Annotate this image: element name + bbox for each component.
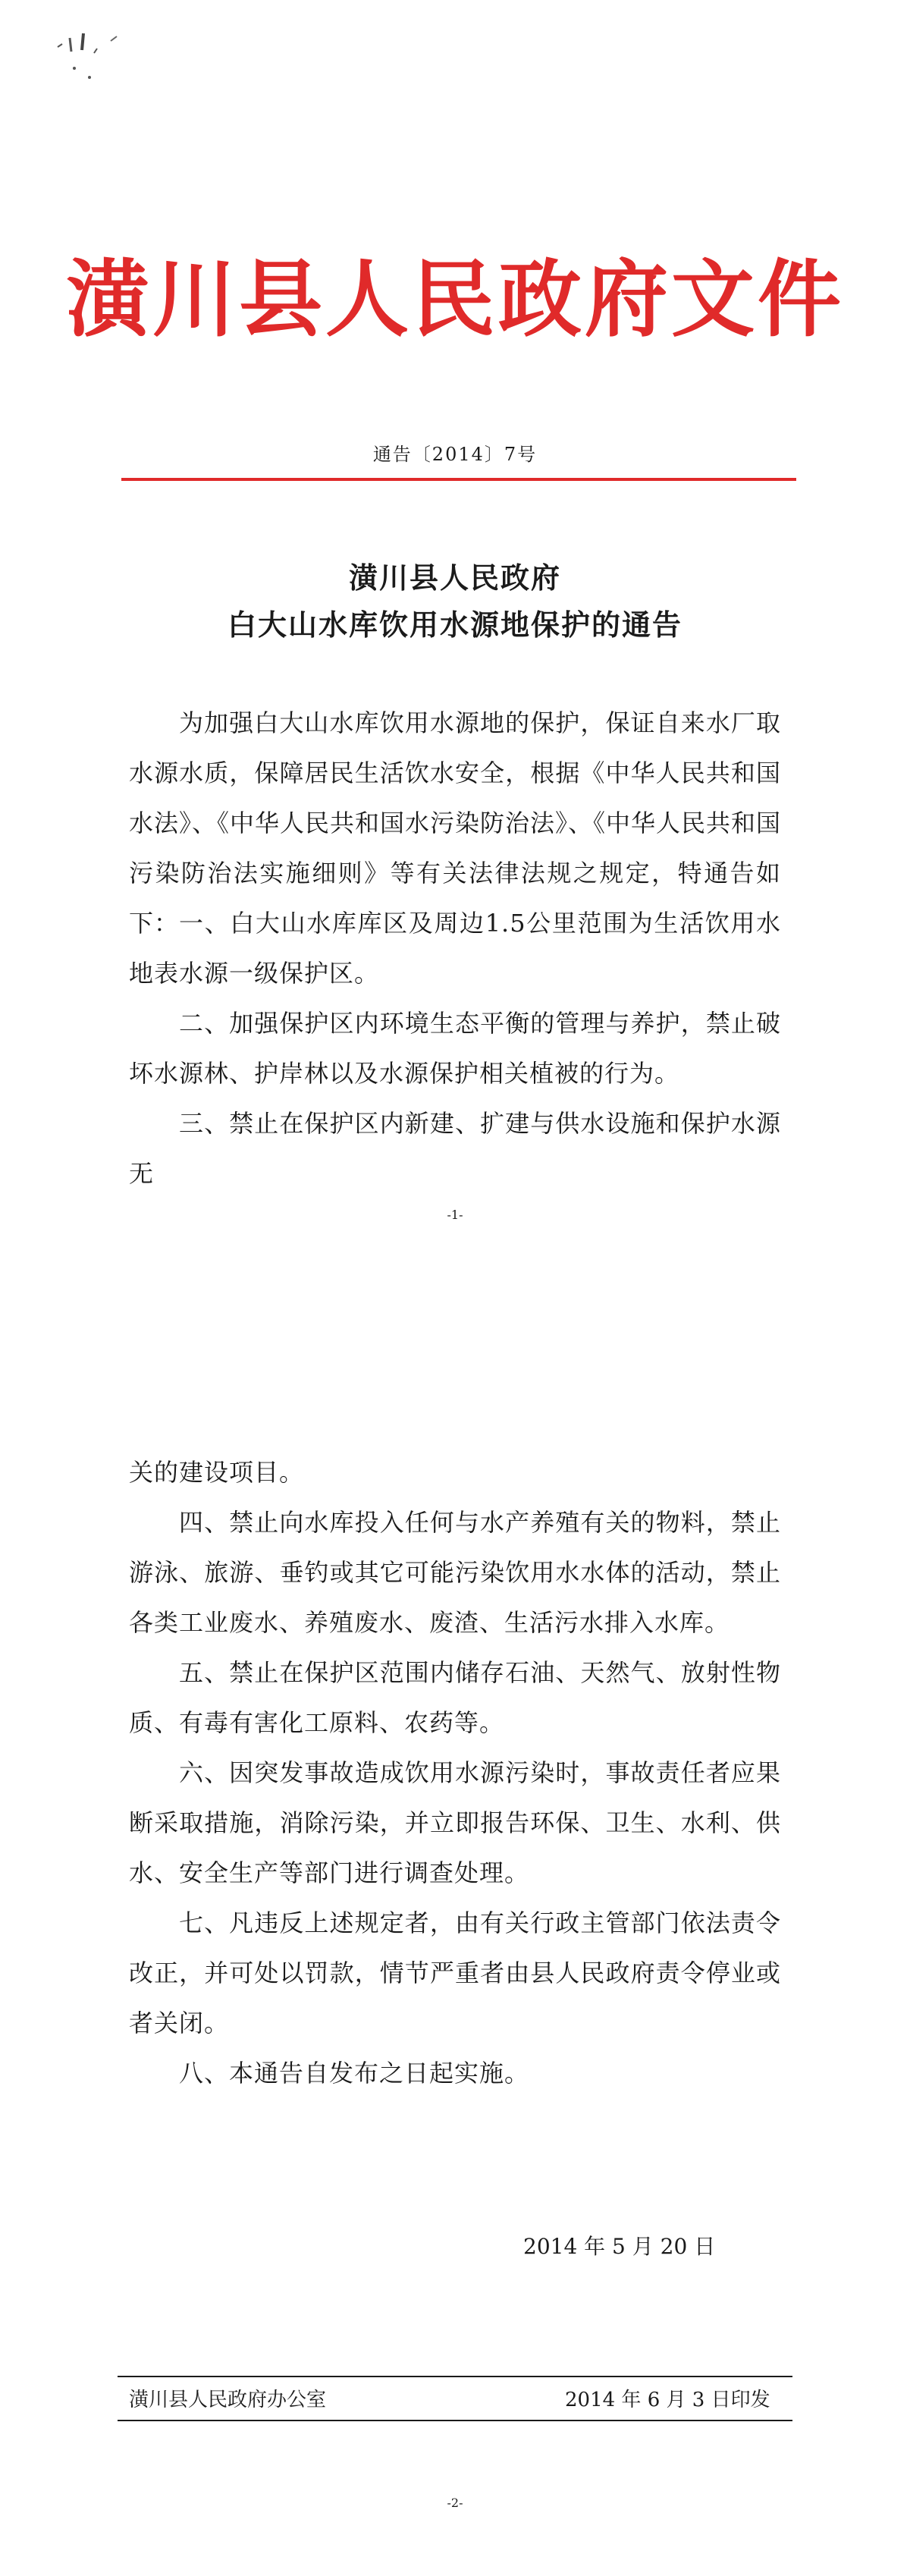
item-3-paragraph-start: 三、禁止在保护区内新建、扩建与供水设施和保护水源无 <box>129 1109 781 1188</box>
notice-title-line2: 白大山水库饮用水源地保护的通告 <box>227 608 682 642</box>
intro-paragraph: 为加强白大山水库饮用水源地的保护，保证自来水厂取水源水质，保障居民生活饮水安全，根据《中华人民共和国水法》、《中华人民共和国水污染防治法》、《中华人民共和国污染防治法实施细则》等有关法律法规之规定，特通告如下： <box>129 708 782 938</box>
handwritten-marks <box>53 30 136 91</box>
page-number-2: -2- <box>447 2496 463 2510</box>
item-6-paragraph: 六、因突发事故造成饮用水源污染时，事故责任者应果断采取措施，消除污染，并立即报告环保、卫生、水利、供水、安全生产等部门进行调查处理。 <box>129 1758 781 1887</box>
footer-top-rule <box>118 2376 792 2377</box>
notice-date: 2014 年 5 月 20 日 <box>523 2234 716 2259</box>
item-7-paragraph: 七、凡违反上述规定者，由有关行政主管部门依法责令改正，并可处以罚款，情节严重者由县人民政府责令停业或者关闭。 <box>129 1908 781 2037</box>
item-2-paragraph: 二、加强保护区内环境生态平衡的管理与养护，禁止破坏水源林、护岸林以及水源保护相关植被的行为。 <box>129 1009 781 1088</box>
item-1-paragraph: 一、白大山水库库区及周边1.5公里范围为生活饮用水地表水源一级保护区。 <box>129 909 781 988</box>
item-8-paragraph: 八、本通告自发布之日起实施。 <box>179 2059 530 2088</box>
notice-title-line1: 潢川县人民政府 <box>348 561 561 595</box>
document-number: 通告〔2014〕7号 <box>372 444 538 465</box>
item-3-paragraph-end: 关的建设项目。 <box>129 1458 305 1487</box>
footer-bottom-rule <box>118 2420 792 2421</box>
item-4-paragraph: 四、禁止向水库投入任何与水产养殖有关的物料，禁止游泳、旅游、垂钓或其它可能污染饮用水水体的活动，禁止各类工业废水、养殖废水、废渣、生活污水排入水库。 <box>129 1508 781 1637</box>
header-red-divider <box>121 478 796 481</box>
item-5-paragraph: 五、禁止在保护区范围内储存石油、天然气、放射性物质、有毒有害化工原料、农药等。 <box>129 1658 781 1737</box>
footer-print-date: 2014 年 6 月 3 日印发 <box>565 2389 770 2411</box>
document-banner-title: 潢川县人民政府文件 <box>66 250 844 348</box>
footer-issuer: 潢川县人民政府办公室 <box>129 2389 327 2411</box>
page-number-1: -1- <box>447 1208 463 1222</box>
